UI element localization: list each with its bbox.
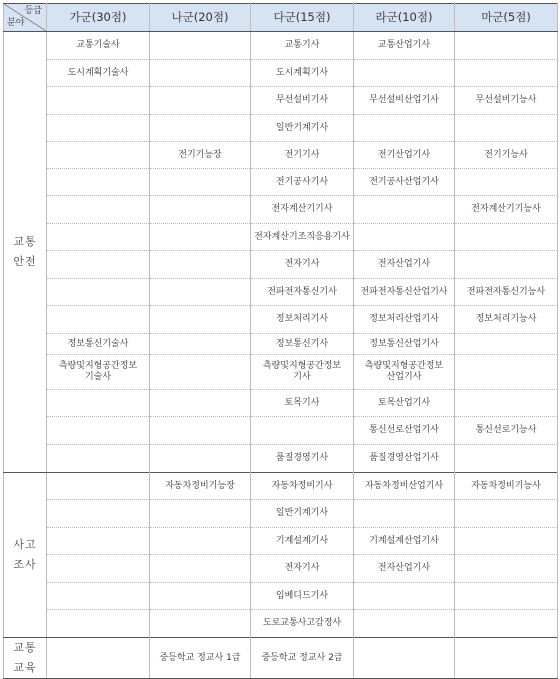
table-cell: 토목기사 [251,390,354,417]
table-cell: 기계설계기사 [251,528,354,555]
table-row [4,251,558,279]
table-cell [47,417,150,445]
table-cell: 측량및지형공간정보 기사 [251,355,354,390]
table-cell: 교통산업기사 [354,32,455,60]
table-cell [455,60,558,87]
table-cell: 측량및지형공간정보 기술사 [47,355,150,390]
table-cell [354,60,455,87]
table-cell [47,638,150,679]
table-cell [455,169,558,196]
table-cell [455,528,558,555]
section-traffic-education-label: 교통 교육 [4,638,47,679]
table-cell: 자동차정비기능장 [150,473,251,500]
table-cell: 정보처리산업기사 [354,306,455,334]
table-cell [455,224,558,251]
table-cell [150,445,251,473]
table-cell [150,528,251,555]
table-cell: 교통기사 [251,32,354,60]
table-row [4,169,558,196]
table-cell [354,500,455,528]
table-cell [150,583,251,610]
table-cell [150,32,251,60]
table-cell: 정보통신산업기사 [354,334,455,355]
table-cell: 전자계산기기능사 [455,196,558,224]
table-cell [354,224,455,251]
table-cell [47,445,150,473]
table-cell: 무선설비기능사 [455,87,558,115]
table-row [4,390,558,417]
table-cell [150,390,251,417]
table-row [4,224,558,251]
table-cell [354,196,455,224]
table-cell: 전기공사산업기사 [354,169,455,196]
table-cell [455,638,558,679]
table-cell [150,251,251,279]
header-row [4,4,558,32]
table-row [4,196,558,224]
column-header-ga: 가군(30점) [47,4,150,32]
table-cell: 자동차정비산업기사 [354,473,455,500]
certificate-grade-table [3,3,558,679]
table-cell [150,334,251,355]
table-cell: 전파전자통신기능사 [455,279,558,306]
table-row [4,528,558,555]
table-row [4,417,558,445]
table-cell: 품질경영산업기사 [354,445,455,473]
table-cell [47,142,150,169]
table-cell: 자동차정비기능사 [455,473,558,500]
table-cell [47,169,150,196]
corner-label-grade: 등급 [24,6,42,16]
table-cell: 도로교통사고감정사 [251,610,354,638]
table-cell [455,251,558,279]
table-cell [150,169,251,196]
table-cell [47,251,150,279]
table-cell [47,279,150,306]
table-row [4,279,558,306]
table-body [4,32,558,679]
table-row [4,32,558,60]
table-cell: 전자산업기사 [354,555,455,583]
table-cell: 전자기사 [251,251,354,279]
table-cell: 전기공사기사 [251,169,354,196]
table-cell [150,417,251,445]
table-cell [455,355,558,390]
table-cell: 무선설비산업기사 [354,87,455,115]
table-cell [150,500,251,528]
table-cell [47,610,150,638]
table-row [4,555,558,583]
table-cell [47,224,150,251]
table-cell: 전파전자통신기사 [251,279,354,306]
table-row [4,500,558,528]
table-cell [150,555,251,583]
table-cell: 도시계획기사 [251,60,354,87]
section-traffic-safety-label: 교통 안전 [4,32,47,473]
table-cell [47,528,150,555]
table-row [4,60,558,87]
table-cell: 통신선로산업기사 [354,417,455,445]
table-cell: 무선설비기사 [251,87,354,115]
column-header-ma: 마군(5점) [455,4,558,32]
table-row [4,142,558,169]
table-cell [47,583,150,610]
column-header-ra: 라군(10점) [354,4,455,32]
table-cell [455,32,558,60]
table-cell: 도시계획기술사 [47,60,150,87]
table-cell: 전기기능사 [455,142,558,169]
table-cell [150,306,251,334]
column-header-na: 나군(20점) [150,4,251,32]
table-cell: 전자기사 [251,555,354,583]
header-corner-cell [4,4,47,32]
table-row [4,638,558,679]
table-cell [150,355,251,390]
table-cell: 전자계산기기사 [251,196,354,224]
table-cell [150,610,251,638]
table-cell [47,115,150,142]
table-cell [354,583,455,610]
table-cell [354,115,455,142]
table-cell [47,473,150,500]
table-cell [150,115,251,142]
table-cell: 일반기계기사 [251,500,354,528]
table-row [4,445,558,473]
table-cell [150,87,251,115]
table-row [4,87,558,115]
table-cell [150,224,251,251]
table-cell: 정보처리기능사 [455,306,558,334]
table-cell [150,60,251,87]
table-cell [455,115,558,142]
table-cell: 기계설계산업기사 [354,528,455,555]
table-cell [150,279,251,306]
table-cell: 정보처리기사 [251,306,354,334]
table-cell [47,196,150,224]
table-cell [455,390,558,417]
table-cell [455,555,558,583]
table-cell [47,390,150,417]
table-cell [354,638,455,679]
table-cell: 토목산업기사 [354,390,455,417]
table-cell: 전파전자통신산업기사 [354,279,455,306]
section-accident-investigation-label: 사고 조사 [4,473,47,638]
corner-label-field: 분야 [7,18,25,28]
table-cell: 전기기능장 [150,142,251,169]
table-row [4,583,558,610]
table-cell [455,583,558,610]
table-cell [455,334,558,355]
table-cell [455,500,558,528]
table-cell: 교통기술사 [47,32,150,60]
table-cell: 통신선로기능사 [455,417,558,445]
table-cell: 전자계산기조직응용기사 [251,224,354,251]
table-cell: 일반기계기사 [251,115,354,142]
table-cell [47,500,150,528]
table-cell [455,445,558,473]
table-cell: 정보통신기사 [251,334,354,355]
table-row [4,355,558,390]
table-row [4,610,558,638]
table-cell [47,306,150,334]
table-cell: 임베디드기사 [251,583,354,610]
table-cell: 중등학교 정교사 2급 [251,638,354,679]
column-header-da: 다군(15점) [251,4,354,32]
table-cell: 전기산업기사 [354,142,455,169]
table-cell: 전기기사 [251,142,354,169]
table-row [4,334,558,355]
table-cell [354,610,455,638]
table-cell [150,196,251,224]
table-row [4,473,558,500]
table-cell: 중등학교 정교사 1급 [150,638,251,679]
table-cell: 전자산업기사 [354,251,455,279]
table-cell: 정보통신기술사 [47,334,150,355]
table-row [4,306,558,334]
table-cell: 품질경영기사 [251,445,354,473]
table-row [4,115,558,142]
table-cell: 측량및지형공간정보 산업기사 [354,355,455,390]
table-cell [455,610,558,638]
table-cell [251,417,354,445]
table-cell [47,87,150,115]
table-cell: 자동차정비기사 [251,473,354,500]
table-cell [47,555,150,583]
